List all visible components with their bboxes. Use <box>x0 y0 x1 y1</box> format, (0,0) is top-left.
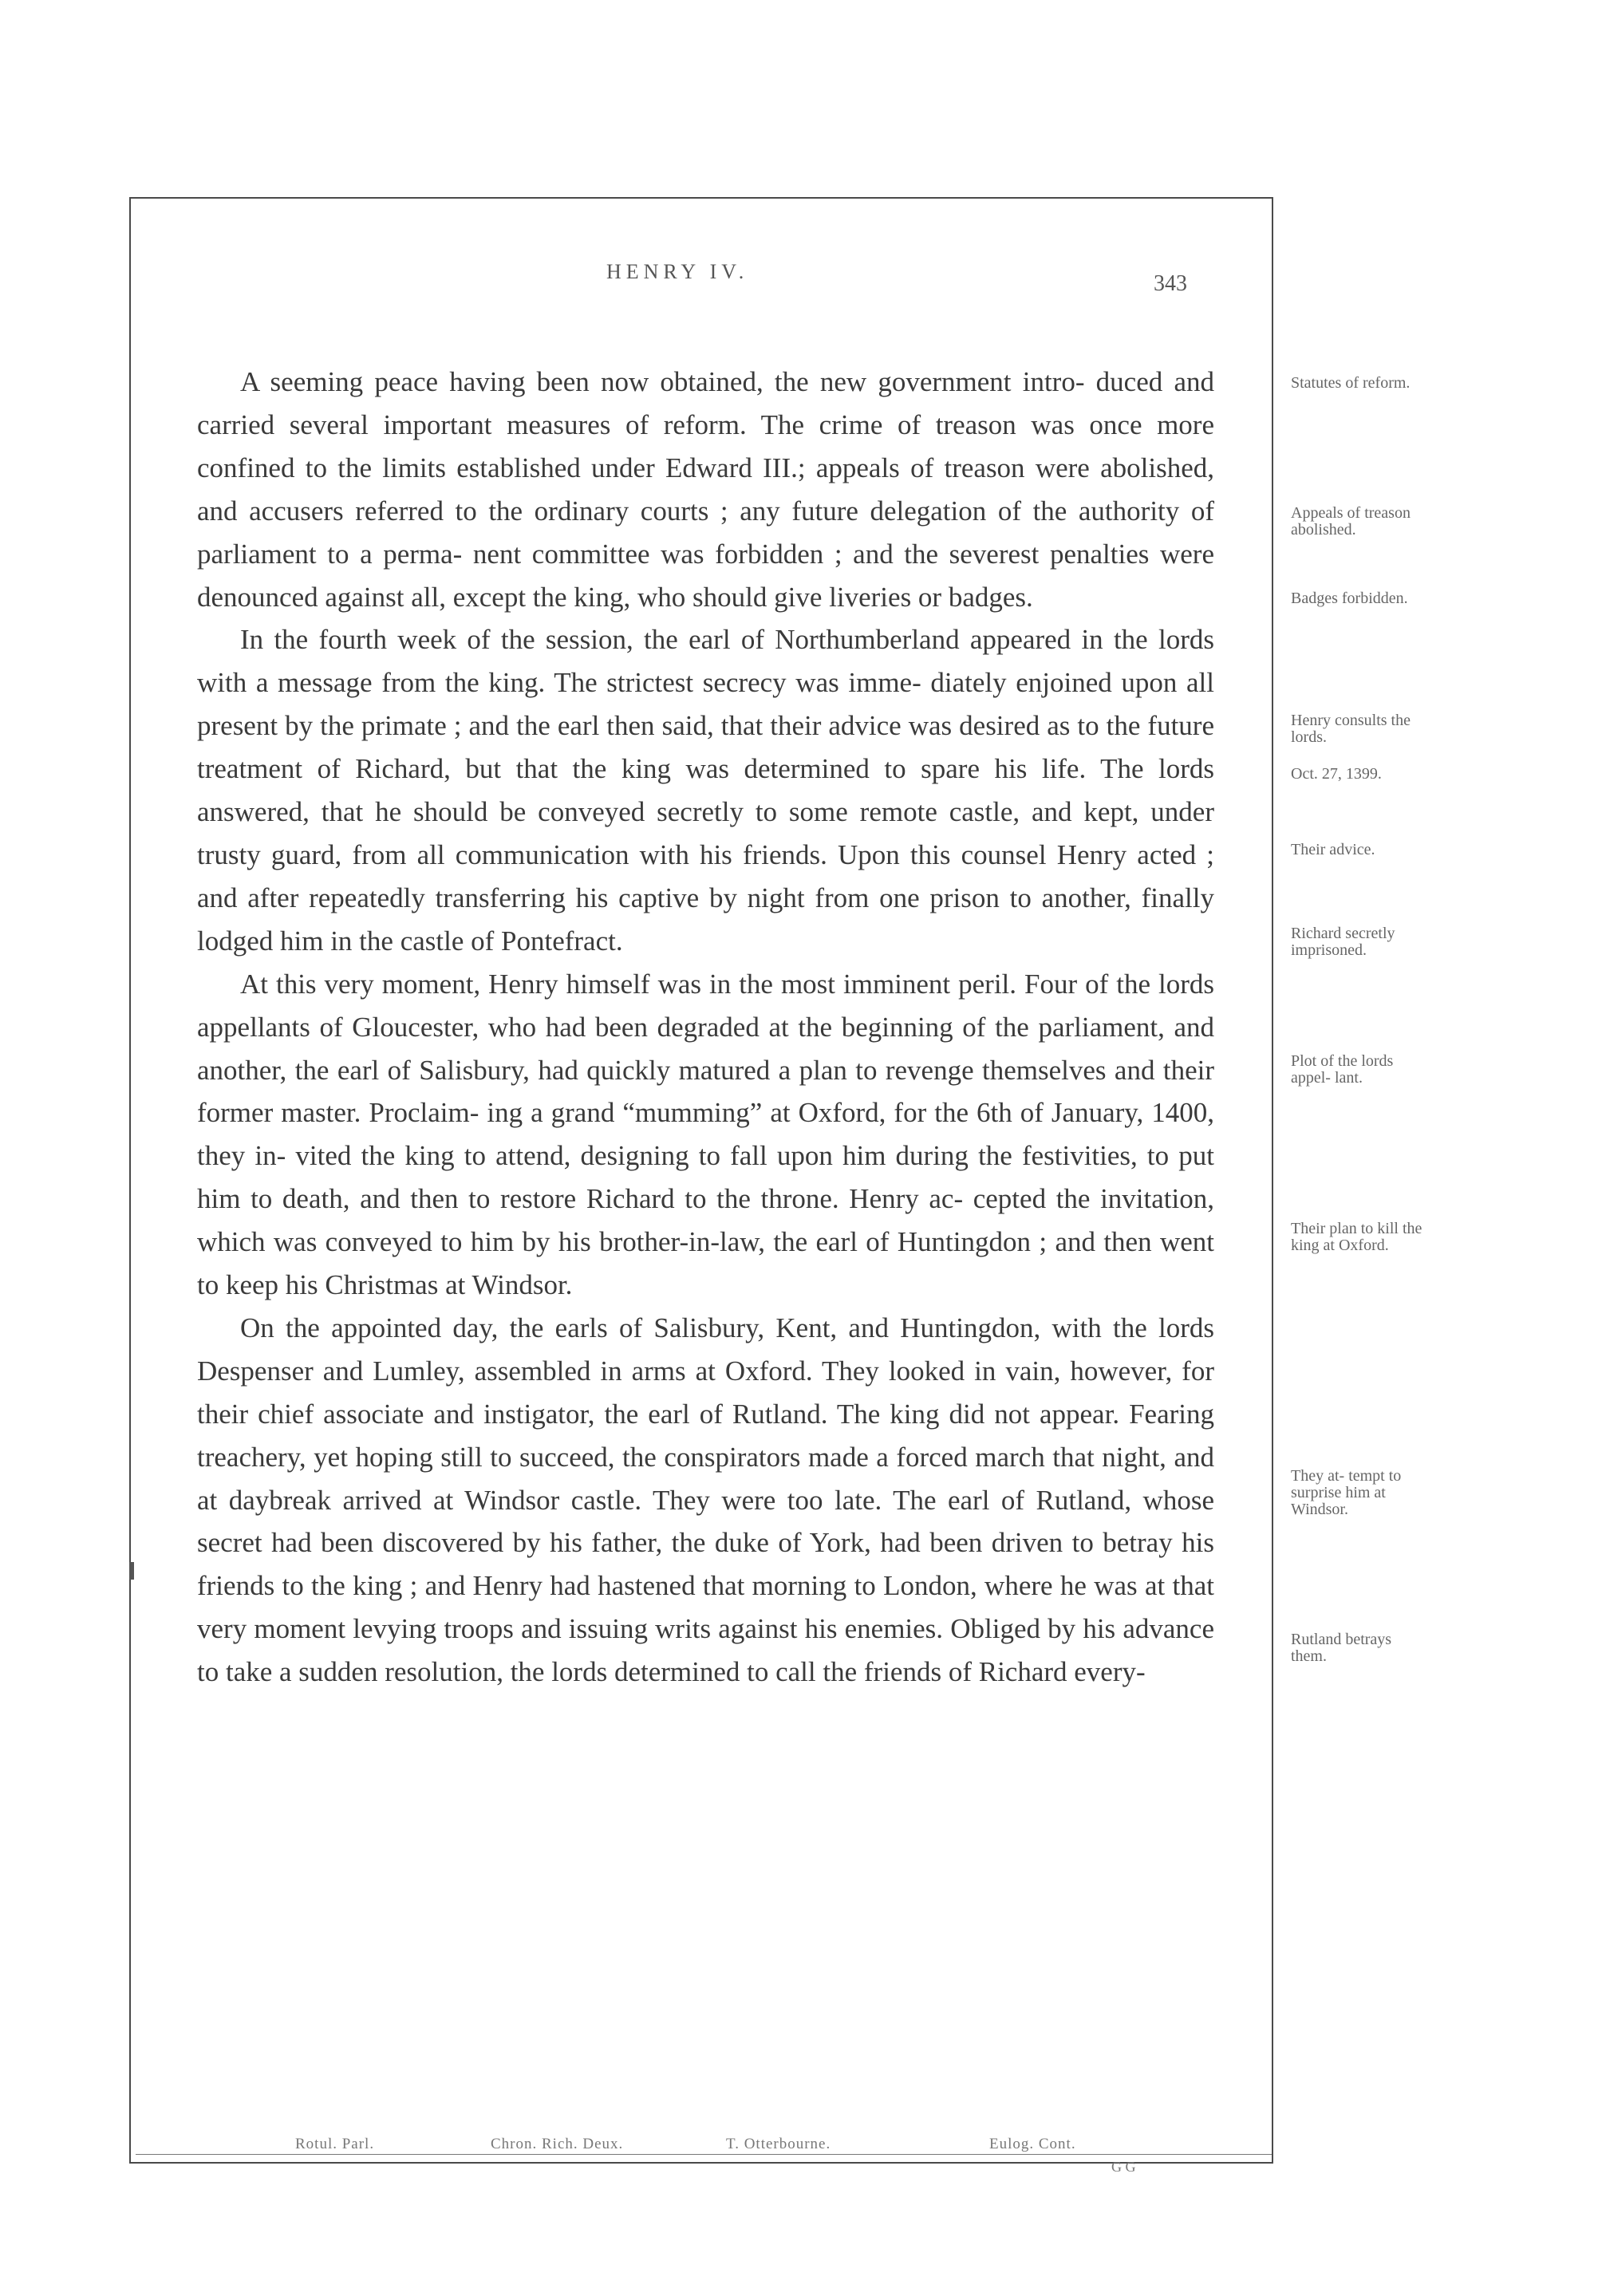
paragraph: On the appointed day, the earls of Salisbury, Kent, and Huntingdon, with the lords Despenser and Lumley, assembled in arms at Oxford. They looked in vain, however, for their chief associate and instigator, the earl of Rutland. The king did not appear. Fearing treachery, yet hoping still to succeed, the conspirators made a forced march that night, and at daybreak arrived at Windsor castle. They were too late. The earl of Rutland, whose secret had been discovered by his father, the duke of York, had been driven to betray his friends to the king ; and Henry had hastened that morning to London, where he was at that very moment levying troops and issuing writs against his enemies. Obliged by his advance to take a sudden resolution, the lords determined to call the friends of Richard every- <box>197 1312 1214 1688</box>
margin-rule <box>1272 197 1273 2164</box>
sidenote: They at- tempt to surprise him at Windsor. <box>1291 1467 1402 1518</box>
sidenote: Richard secretly imprisoned. <box>1291 925 1395 959</box>
sidenote: Appeals of treason abolished. <box>1291 504 1411 538</box>
margin-mark <box>129 1562 134 1580</box>
sidenote: Plot of the lords appel- lant. <box>1291 1052 1394 1087</box>
page-number: 343 <box>1154 271 1187 296</box>
paragraph: In the fourth week of the session, the earl of Northumberland appeared in the lords with a message from the king. The strictest secrecy was imme- diately enjoined upon all present by the primate ; and the earl then said, that their advice was desired as to the future treatment of Richard, but that the king was determined to spare his life. The lords answered, that he should be conveyed secretly to some remote castle, and kept, under trusty guard, from all communication with his friends. Upon this counsel Henry acted ; and after repeatedly transferring his captive by night from one prison to another, finally lodged him in the castle of Pontefract. <box>197 624 1214 957</box>
paragraph: At this very moment, Henry himself was in the most imminent peril. Four of the lords appellants of Gloucester, who had been degraded at the beginning of the parliament, and another, the earl of Salisbury, had quickly matured a plan to revenge themselves and their former master. Proclaim- ing a grand “mumming” at Oxford, for the 6th of January, 1400, they in- vited the king to attend, designing to fall upon him during the festivities, to put him to death, and then to restore Richard to the throne. Henry ac- cepted the invitation, which was conveyed to him by his brother-in-law, the earl of Huntingdon ; and then went to keep his Christmas at Windsor. <box>197 968 1214 1301</box>
sidenote: Rutland betrays them. <box>1291 1631 1392 1665</box>
signature-mark: G G <box>1111 2159 1136 2175</box>
bottom-rule <box>136 2154 1272 2155</box>
footer-citation: Chron. Rich. Deux. <box>491 2136 624 2152</box>
sidenote: Their plan to kill the king at Oxford. <box>1291 1220 1422 1254</box>
sidenote: Their advice. <box>1291 841 1375 858</box>
paragraph: A seeming peace having been now obtained, the new government intro- duced and carried several important measures of reform. The crime of treason was once more confined to the limits established under Edward III.; appeals of treason were abolished, and accusers referred to the ordinary courts ; any future delegation of the authority of parliament to a perma- nent committee was forbidden ; and the severest penalties were denounced against all, except the king, who should give liveries or badges. <box>197 366 1214 613</box>
sidenote: Statutes of reform. <box>1291 374 1411 392</box>
main-text <box>197 361 1214 1694</box>
footer-citation: T. Otterbourne. <box>726 2136 831 2152</box>
sidenote: Henry consults the lords. <box>1291 712 1411 746</box>
running-title: HENRY IV. <box>606 260 749 283</box>
sidenote: Badges forbidden. <box>1291 590 1408 607</box>
footer-citation: Rotul. Parl. <box>295 2136 375 2152</box>
sidenote: Oct. 27, 1399. <box>1291 765 1382 783</box>
footer-citation: Eulog. Cont. <box>989 2136 1076 2152</box>
